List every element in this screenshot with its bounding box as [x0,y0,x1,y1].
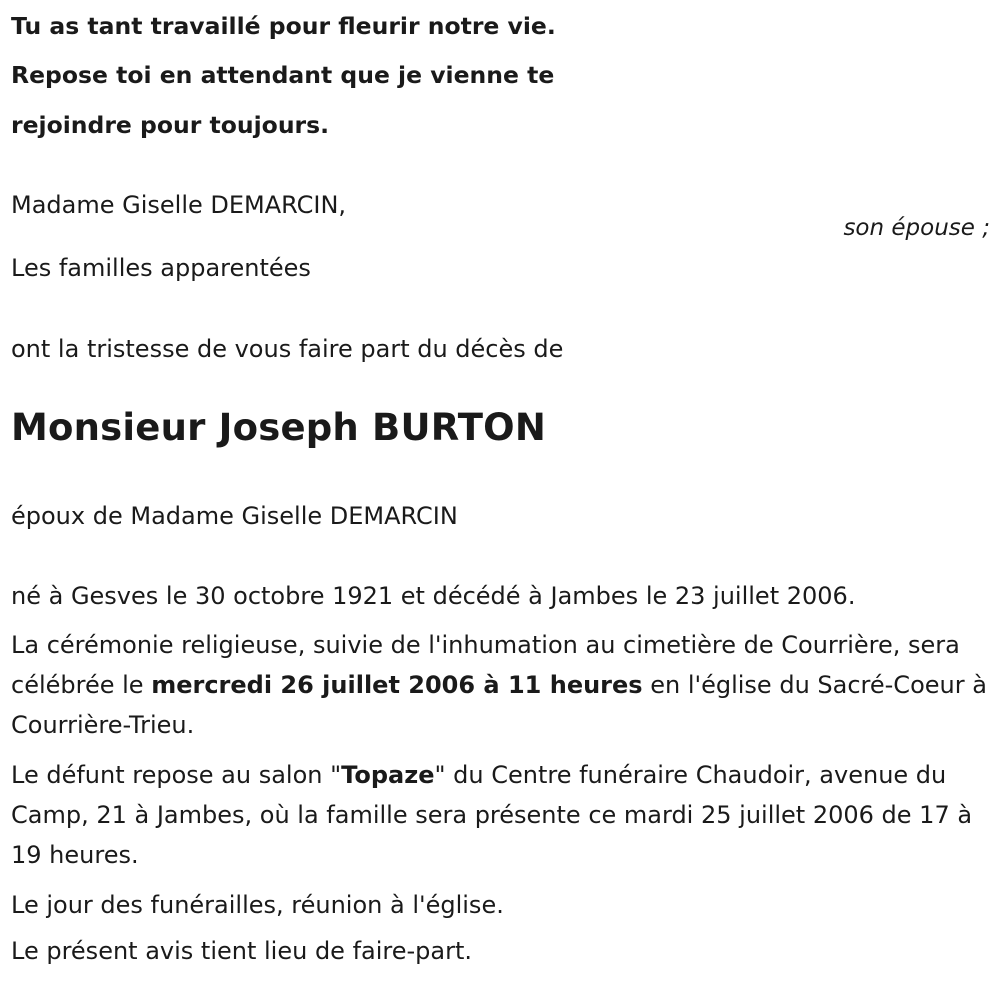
relatives-line: Les familles apparentées [11,254,311,282]
salon-name: Topaze [341,761,435,789]
spouse-role: son épouse ; [843,215,990,241]
ceremony-text-after: en l'église du Sacré-Coeur à Courrière-Trieu. [11,671,987,739]
visitation-text-after: " du Centre funéraire Chaudoir, avenue du Camp, 21 à Jambes, où la famille sera présente ce mardi 25 juillet 2006 de 17 à 19 heures. [11,761,973,869]
deceased-spouse-line: époux de Madame Giselle DEMARCIN [11,502,458,530]
spouse-name: Madame Giselle DEMARCIN, [11,191,347,219]
ceremony-paragraph [11,625,996,745]
verse-line-2: Repose toi en attendant que je vienne te [11,61,555,89]
notice-line: Le présent avis tient lieu de faire-part. [11,937,473,965]
visitation-text-before: Le défunt repose au salon " [11,761,342,789]
deceased-name: Monsieur Joseph BURTON [11,406,546,449]
verse-line-1: Tu as tant travaillé pour fleurir notre vie. [11,12,556,40]
visitation-paragraph [11,755,996,875]
ceremony-date-time: mercredi 26 juillet 2006 à 11 heures [151,671,643,699]
verse-line-3: rejoindre pour toujours. [11,111,330,139]
birth-death-line: né à Gesves le 30 octobre 1921 et décédé à Jambes le 23 juillet 2006. [11,582,856,610]
ceremony-text-before: La cérémonie religieuse, suivie de l'inhumation au cimetière de Courrière, sera célébrée le [11,631,960,699]
meeting-line: Le jour des funérailles, réunion à l'église. [11,891,504,919]
announcement-line: ont la tristesse de vous faire part du décès de [11,335,564,363]
